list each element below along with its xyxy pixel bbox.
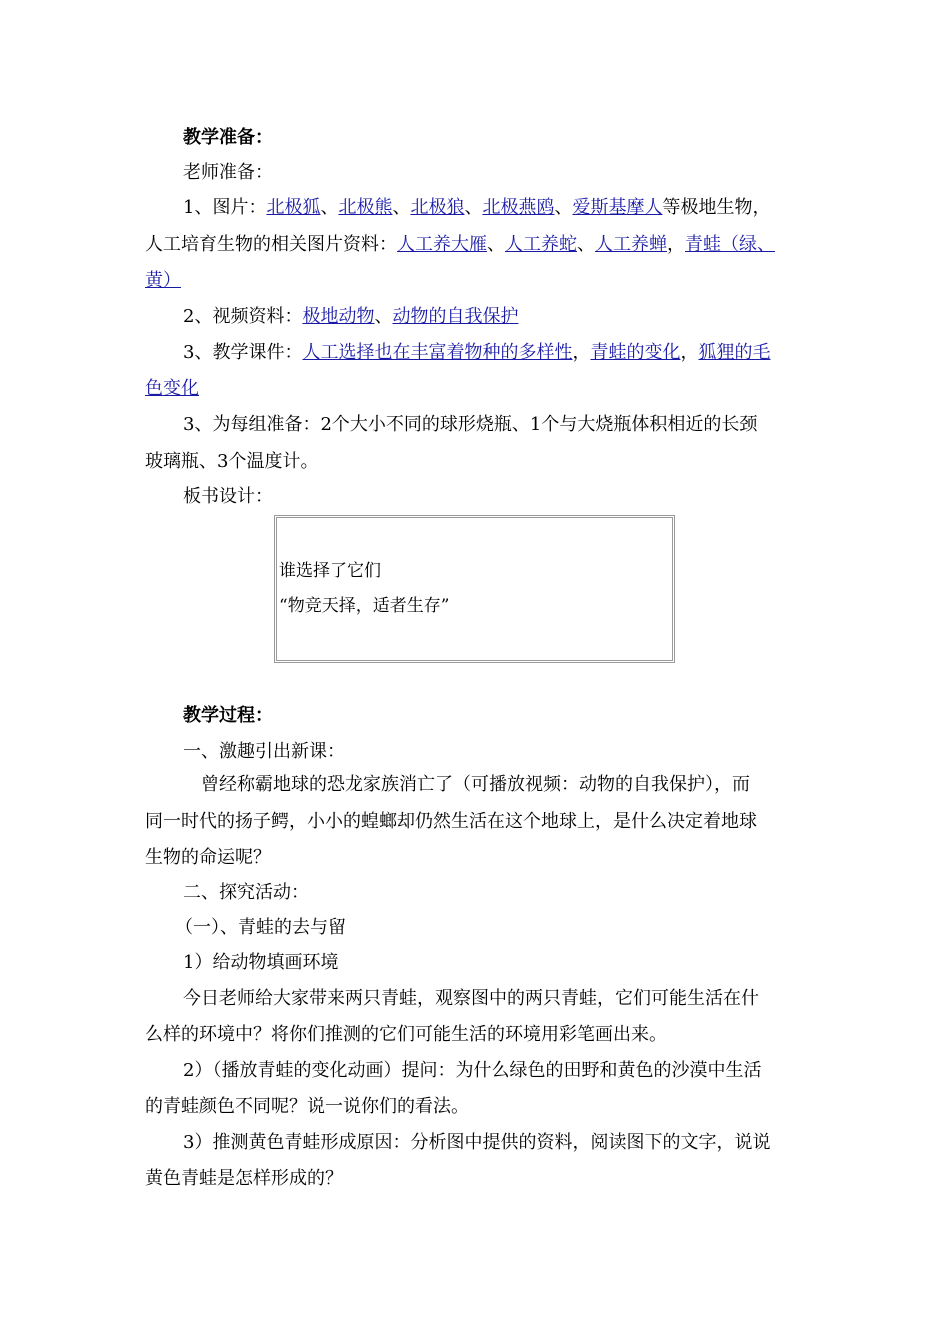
link-farmed-geese[interactable]: 人工养大雁 (397, 234, 487, 255)
prep-heading: 教学准备： (183, 127, 273, 148)
prep-item-1-cont2 (145, 269, 825, 293)
step-3-paragraph: 3）推测黄色青蛙形成原因：分析图中提供的资料，阅读图下的文字，说说 (183, 1132, 771, 1153)
prep-item-2 (183, 305, 823, 329)
section-1-paragraph: 曾经称霸地球的恐龙家族消亡了（可播放视频：动物的自我保护），而 (201, 774, 750, 795)
separator: 、 (554, 197, 573, 218)
link-polar-animals[interactable]: 极地动物 (302, 306, 375, 327)
link-farmed-cicada[interactable]: 人工养蝉 (595, 234, 667, 255)
step-1-paragraph-cont: 么样的环境中？将你们推测的它们可能生活的环境用彩笔画出来。 (145, 1024, 667, 1045)
item1-prefix: 1、图片： (183, 197, 267, 218)
link-polar-bear[interactable]: 北极熊 (338, 197, 393, 218)
link-eskimo[interactable]: 爱斯基摩人 (572, 197, 663, 218)
link-fox-fur-color[interactable]: 狐狸的毛 (698, 342, 771, 363)
separator: 、 (320, 197, 339, 218)
step-1-title: 1）给动物填画环境 (183, 952, 339, 973)
board-design-box (274, 515, 675, 663)
section-1-paragraph-cont2: 生物的命运呢？ (145, 847, 271, 868)
step-2-paragraph-cont: 的青蛙颜色不同呢？说一说你们的看法。 (145, 1096, 469, 1117)
link-fox-fur-color-end[interactable]: 色变化 (145, 378, 199, 399)
board-line-1: 谁选择了它们 (279, 561, 381, 581)
section-2-title: 二、探究活动： (183, 882, 309, 903)
link-farmed-snake[interactable]: 人工养蛇 (505, 234, 577, 255)
separator: 、 (577, 234, 595, 255)
step-1-paragraph: 今日老师给大家带来两只青蛙，观察图中的两只青蛙，它们可能生活在什 (183, 988, 759, 1009)
link-artificial-selection[interactable]: 人工选择也在丰富着物种的多样性 (302, 342, 573, 363)
step-2-paragraph: 2）（播放青蛙的变化动画）提问：为什么绿色的田野和黄色的沙漠中生活 (183, 1060, 762, 1081)
separator: 、 (374, 306, 393, 327)
step-3-paragraph-cont: 黄色青蛙是怎样形成的？ (145, 1168, 343, 1189)
board-design-label: 板书设计： (183, 486, 273, 507)
link-arctic-fox[interactable]: 北极狐 (266, 197, 321, 218)
link-frog-green-yellow[interactable]: 青蛙（绿、 (685, 234, 775, 255)
link-arctic-tern[interactable]: 北极燕鸥 (482, 197, 555, 218)
separator: 、 (464, 197, 483, 218)
subsection-1-title: （一）、青蛙的去与留 (175, 917, 346, 938)
prep-item-1-cont (145, 233, 825, 257)
process-heading: 教学过程： (183, 705, 273, 726)
prep-item-4: 3、为每组准备：2个大小不同的球形烧瓶、1个与大烧瓶体积相近的长颈 (183, 414, 758, 435)
separator: 、 (392, 197, 411, 218)
link-arctic-wolf[interactable]: 北极狼 (410, 197, 465, 218)
board-line-2: “物竞天择，适者生存” (279, 596, 450, 616)
prep-item-1 (183, 196, 823, 220)
comma: ， (680, 342, 699, 363)
section-1-paragraph-cont: 同一时代的扬子鳄，小小的蝗螂却仍然生活在这个地球上，是什么决定着地球 (145, 811, 757, 832)
link-frog-changes[interactable]: 青蛙的变化 (590, 342, 681, 363)
link-frog-green-yellow-end[interactable]: 黄） (145, 270, 181, 291)
separator: 、 (487, 234, 505, 255)
prep-item-3-cont (145, 377, 825, 401)
item1-line2-prefix: 人工培育生物的相关图片资料： (145, 234, 397, 255)
teacher-prep-label: 老师准备： (183, 162, 273, 183)
item3-prefix: 3、教学课件： (183, 342, 303, 363)
prep-item-3 (183, 341, 823, 365)
prep-item-4-cont: 玻璃瓶、3个温度计。 (145, 451, 319, 472)
section-1-title: 一、激趣引出新课： (183, 741, 345, 762)
item2-prefix: 2、视频资料： (183, 306, 303, 327)
item1-suffix: 等极地生物， (662, 197, 771, 218)
comma: ， (572, 342, 591, 363)
comma: ， (667, 234, 685, 255)
link-animal-self-protection[interactable]: 动物的自我保护 (392, 306, 519, 327)
